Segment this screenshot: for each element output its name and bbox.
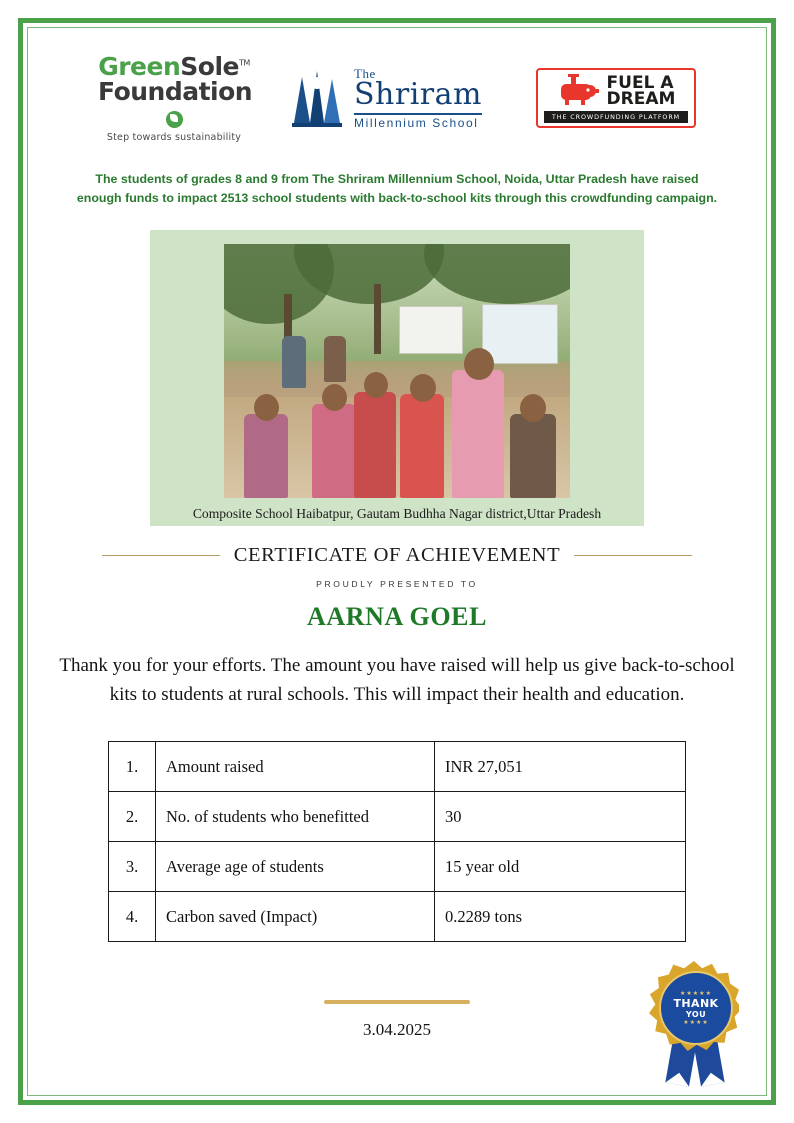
shriram-logo-rule bbox=[354, 113, 482, 115]
photo-block bbox=[150, 230, 644, 526]
fuel-a-dream-word1: FUEL A bbox=[606, 72, 674, 93]
row-number: 2. bbox=[109, 792, 156, 842]
piggy-bank-fuel-icon bbox=[557, 74, 601, 108]
fuel-a-dream-tagline: THE CROWDFUNDING PLATFORM bbox=[544, 111, 688, 123]
row-number: 4. bbox=[109, 892, 156, 942]
facts-table bbox=[108, 741, 686, 942]
row-number: 3. bbox=[109, 842, 156, 892]
logo-row bbox=[52, 52, 742, 144]
certificate-content bbox=[18, 18, 776, 1040]
thank-you-message: Thank you for your efforts. The amount you have raised will help us give back-to-school kits to students at rural schools. This will impact their health and education. bbox=[59, 655, 735, 705]
table-row bbox=[109, 742, 686, 792]
intro-line-2: enough funds to impact 2513 school students with back-to-school kits through this crowdfunding campaign. bbox=[76, 191, 718, 206]
seal-you-label: YOU bbox=[685, 1010, 707, 1019]
issue-date: 3.04.2025 bbox=[363, 1020, 431, 1040]
greensole-logo-tagline: Step towards sustainability bbox=[106, 131, 242, 143]
greensole-logo-trademark: TM bbox=[238, 58, 250, 68]
certificate-footer bbox=[52, 1000, 742, 1040]
campaign-photo bbox=[224, 244, 570, 498]
shriram-logo-subtitle: Millennium School bbox=[354, 116, 479, 130]
greensole-logo-word-sole: Sole bbox=[180, 51, 239, 81]
table-row bbox=[109, 842, 686, 892]
proudly-presented-to-label: PROUDLY PRESENTED TO bbox=[316, 579, 478, 590]
shriram-millennium-school-logo bbox=[288, 67, 498, 129]
recipient-name: AARNA GOEL bbox=[306, 602, 488, 632]
certificate-title: CERTIFICATE OF ACHIEVEMENT bbox=[233, 544, 561, 567]
row-value: 0.2289 tons bbox=[435, 892, 686, 942]
row-label: Amount raised bbox=[156, 742, 435, 792]
row-value: INR 27,051 bbox=[435, 742, 686, 792]
title-rule-right bbox=[574, 555, 692, 556]
table-row bbox=[109, 792, 686, 842]
shriram-emblem-icon bbox=[288, 67, 346, 129]
row-value: 30 bbox=[435, 792, 686, 842]
table-row bbox=[109, 892, 686, 942]
shriram-logo-the: The bbox=[354, 66, 376, 81]
certificate-title-row bbox=[52, 544, 742, 567]
date-rule bbox=[324, 1000, 470, 1004]
seal-stars-top: ★★★★★ bbox=[680, 990, 712, 997]
seal-stars-bottom: ★★★★ bbox=[683, 1019, 709, 1026]
seal-thank-label: THANK bbox=[673, 997, 719, 1010]
row-value: 15 year old bbox=[435, 842, 686, 892]
greensole-logo-word-foundation: Foundation bbox=[98, 76, 253, 106]
greensole-foundation-logo bbox=[98, 51, 253, 143]
row-number: 1. bbox=[109, 742, 156, 792]
fuel-a-dream-logo bbox=[536, 68, 696, 128]
row-label: No. of students who benefitted bbox=[156, 792, 435, 842]
intro-line-1: The students of grades 8 and 9 from The Shriram Millennium School, Noida, Uttar Pradesh have raised bbox=[95, 172, 699, 186]
row-label: Average age of students bbox=[156, 842, 435, 892]
row-label: Carbon saved (Impact) bbox=[156, 892, 435, 942]
intro-text bbox=[52, 170, 742, 208]
leaf-icon bbox=[166, 111, 183, 128]
title-rule-left bbox=[102, 555, 220, 556]
fuel-a-dream-word2: DREAM bbox=[606, 89, 676, 109]
greensole-logo-word-green: Green bbox=[98, 51, 181, 81]
shriram-logo-name: Shriram bbox=[354, 77, 482, 112]
photo-caption: Composite School Haibatpur, Gautam Budhha Nagar district,Uttar Pradesh bbox=[192, 506, 602, 522]
